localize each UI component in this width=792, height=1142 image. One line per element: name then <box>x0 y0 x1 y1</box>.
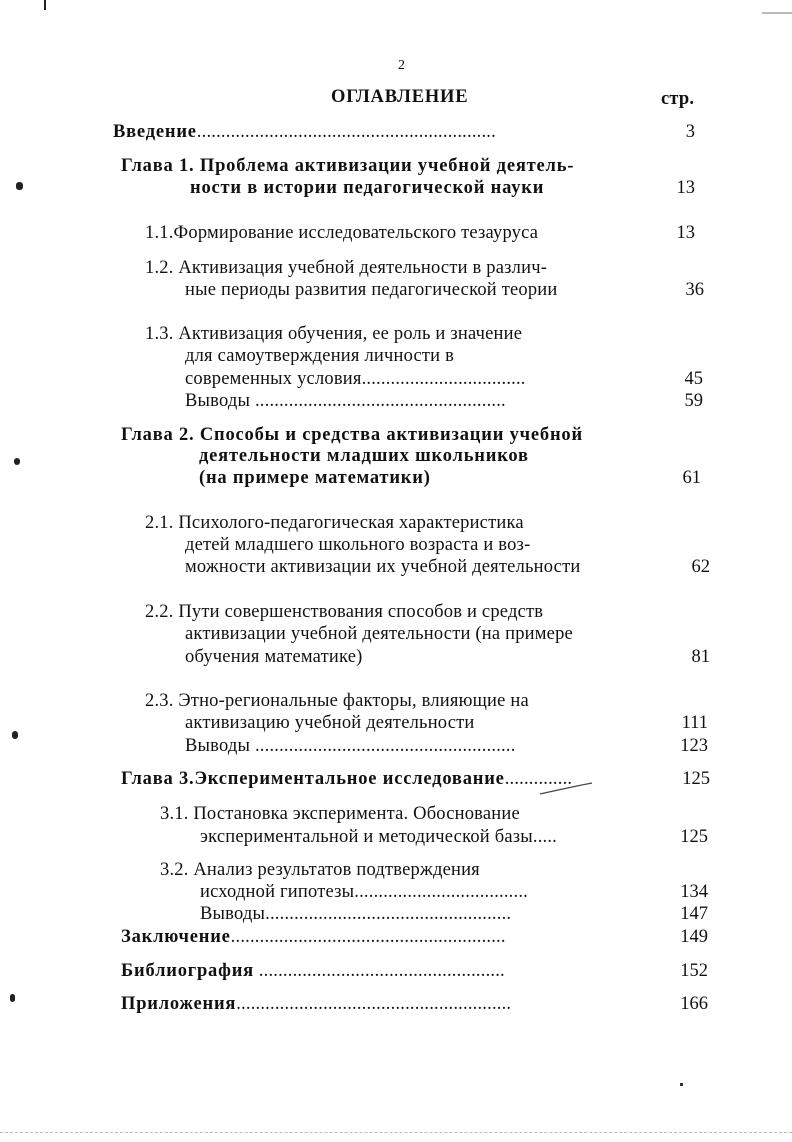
dot-leader: ................................................... <box>253 961 505 981</box>
section-title: 2.3. Этно-региональные факторы, влияющие на <box>145 691 529 711</box>
section-title: 2.2. Пути совершенствования способов и средств <box>145 602 544 622</box>
section-title: 2.1. Психолого-педагогическая характеристика <box>145 513 524 533</box>
pen-stroke <box>538 782 594 796</box>
toc-entry-conclusion <box>121 926 506 948</box>
toc-entry-page: 166 <box>680 994 708 1014</box>
dot-leader: .................................. <box>361 369 526 389</box>
scan-mark-left <box>10 994 15 1002</box>
toc-entry-page: 13 <box>676 223 695 243</box>
page-column-label: стр. <box>661 89 695 109</box>
chapter-title: (на примере математики) <box>199 468 431 488</box>
toc-entry-title: Введение <box>113 122 197 142</box>
scan-line-bottom <box>0 1132 792 1133</box>
section-title-text: исходной гипотезы <box>200 882 355 902</box>
scan-mark-top <box>44 0 46 10</box>
toc-entry-page: 3 <box>685 122 695 142</box>
section-title: экспериментальной и методической базы..... <box>200 827 558 847</box>
scan-dot <box>680 1083 683 1086</box>
dot-leader: .................................................... <box>254 391 506 411</box>
conclusions-title: Выводы <box>185 391 251 411</box>
page-title: ОГЛАВЛЕНИЕ <box>331 87 469 107</box>
section-title: можности активизации их учебной деятельности <box>185 557 581 577</box>
toc-entry-page: 111 <box>681 713 708 733</box>
dot-leader: ......................................................... <box>230 927 506 947</box>
toc-entry-page: 13 <box>676 178 695 198</box>
toc-entry-page: 61 <box>682 468 701 488</box>
conclusions-entry <box>200 903 511 925</box>
section-title: обучения математике) <box>185 647 363 667</box>
toc-entry-bibliography <box>121 960 505 982</box>
dot-leader: ......................................................... <box>236 994 512 1014</box>
dot-leader: ................................................... <box>265 904 512 924</box>
toc-entry-page: 125 <box>682 769 710 789</box>
section-title <box>200 881 528 903</box>
scan-mark-left <box>16 182 23 190</box>
dot-leader: .................................... <box>354 882 528 902</box>
toc-entry-page: 149 <box>680 927 708 947</box>
section-title: 3.2. Анализ результатов подтверждения <box>160 860 480 880</box>
conclusions-entry <box>185 390 506 412</box>
scan-mark-left <box>12 731 18 739</box>
toc-entry-page: 36 <box>685 280 704 300</box>
section-title: активизацию учебной деятельности <box>185 713 475 733</box>
toc-entry-chapter-3 <box>121 768 572 790</box>
section-title-text: современных условия <box>185 369 362 389</box>
conclusions-entry <box>185 735 516 757</box>
toc-entry-page: 125 <box>680 827 708 847</box>
section-title: для самоутверждения личности в <box>185 346 455 366</box>
toc-entry-title: Заключение <box>121 927 231 947</box>
toc-entry-page: 134 <box>680 882 708 902</box>
section-title: 1.3. Активизация обучения, ее роль и значение <box>145 324 523 344</box>
chapter-title: Глава 2. Способы и средства активизации учебной <box>121 425 583 445</box>
toc-entry-title: Библиография <box>121 961 254 981</box>
toc-entry-page: 62 <box>691 557 710 577</box>
section-title: активизации учебной деятельности (на примере <box>185 624 573 644</box>
section-title: ные периоды развития педагогической теории <box>185 280 558 300</box>
conclusions-title: Выводы <box>200 904 266 924</box>
chapter-title: Глава 1. Проблема активизации учебной деятель- <box>121 156 575 176</box>
section-title: 3.1. Постановка эксперимента. Обоснование <box>160 804 520 824</box>
section-title: 1.2. Активизация учебной деятельности в различ- <box>145 258 548 278</box>
section-title: детей младшего школьного возраста и воз- <box>185 535 531 555</box>
scan-mark-left <box>14 458 20 465</box>
toc-entry-page: 59 <box>684 391 703 411</box>
chapter-title: Глава 3.Экспериментальное исследование <box>121 769 505 789</box>
dot-leader: ...................................................... <box>254 736 516 756</box>
toc-entry-page: 81 <box>691 647 710 667</box>
dot-leader: .............................................................. <box>196 122 496 142</box>
toc-entry-page: 152 <box>680 961 708 981</box>
toc-entry-title: Приложения <box>121 994 237 1014</box>
section-title <box>185 368 526 390</box>
conclusions-title: Выводы <box>185 736 251 756</box>
toc-entry-page: 45 <box>684 369 703 389</box>
page-number: 2 <box>398 58 406 73</box>
toc-entry-intro <box>113 121 496 143</box>
chapter-title: деятельности младших школьников <box>199 446 529 466</box>
dot-leader: .............. <box>504 769 573 789</box>
scan-mark-top-right <box>762 12 792 14</box>
toc-entry-page: 147 <box>680 904 708 924</box>
chapter-title: ности в истории педагогической науки <box>190 178 545 198</box>
toc-entry-page: 123 <box>680 736 708 756</box>
section-title: 1.1.Формирование исследовательского тезауруса <box>145 223 539 243</box>
toc-entry-appendices <box>121 993 511 1015</box>
